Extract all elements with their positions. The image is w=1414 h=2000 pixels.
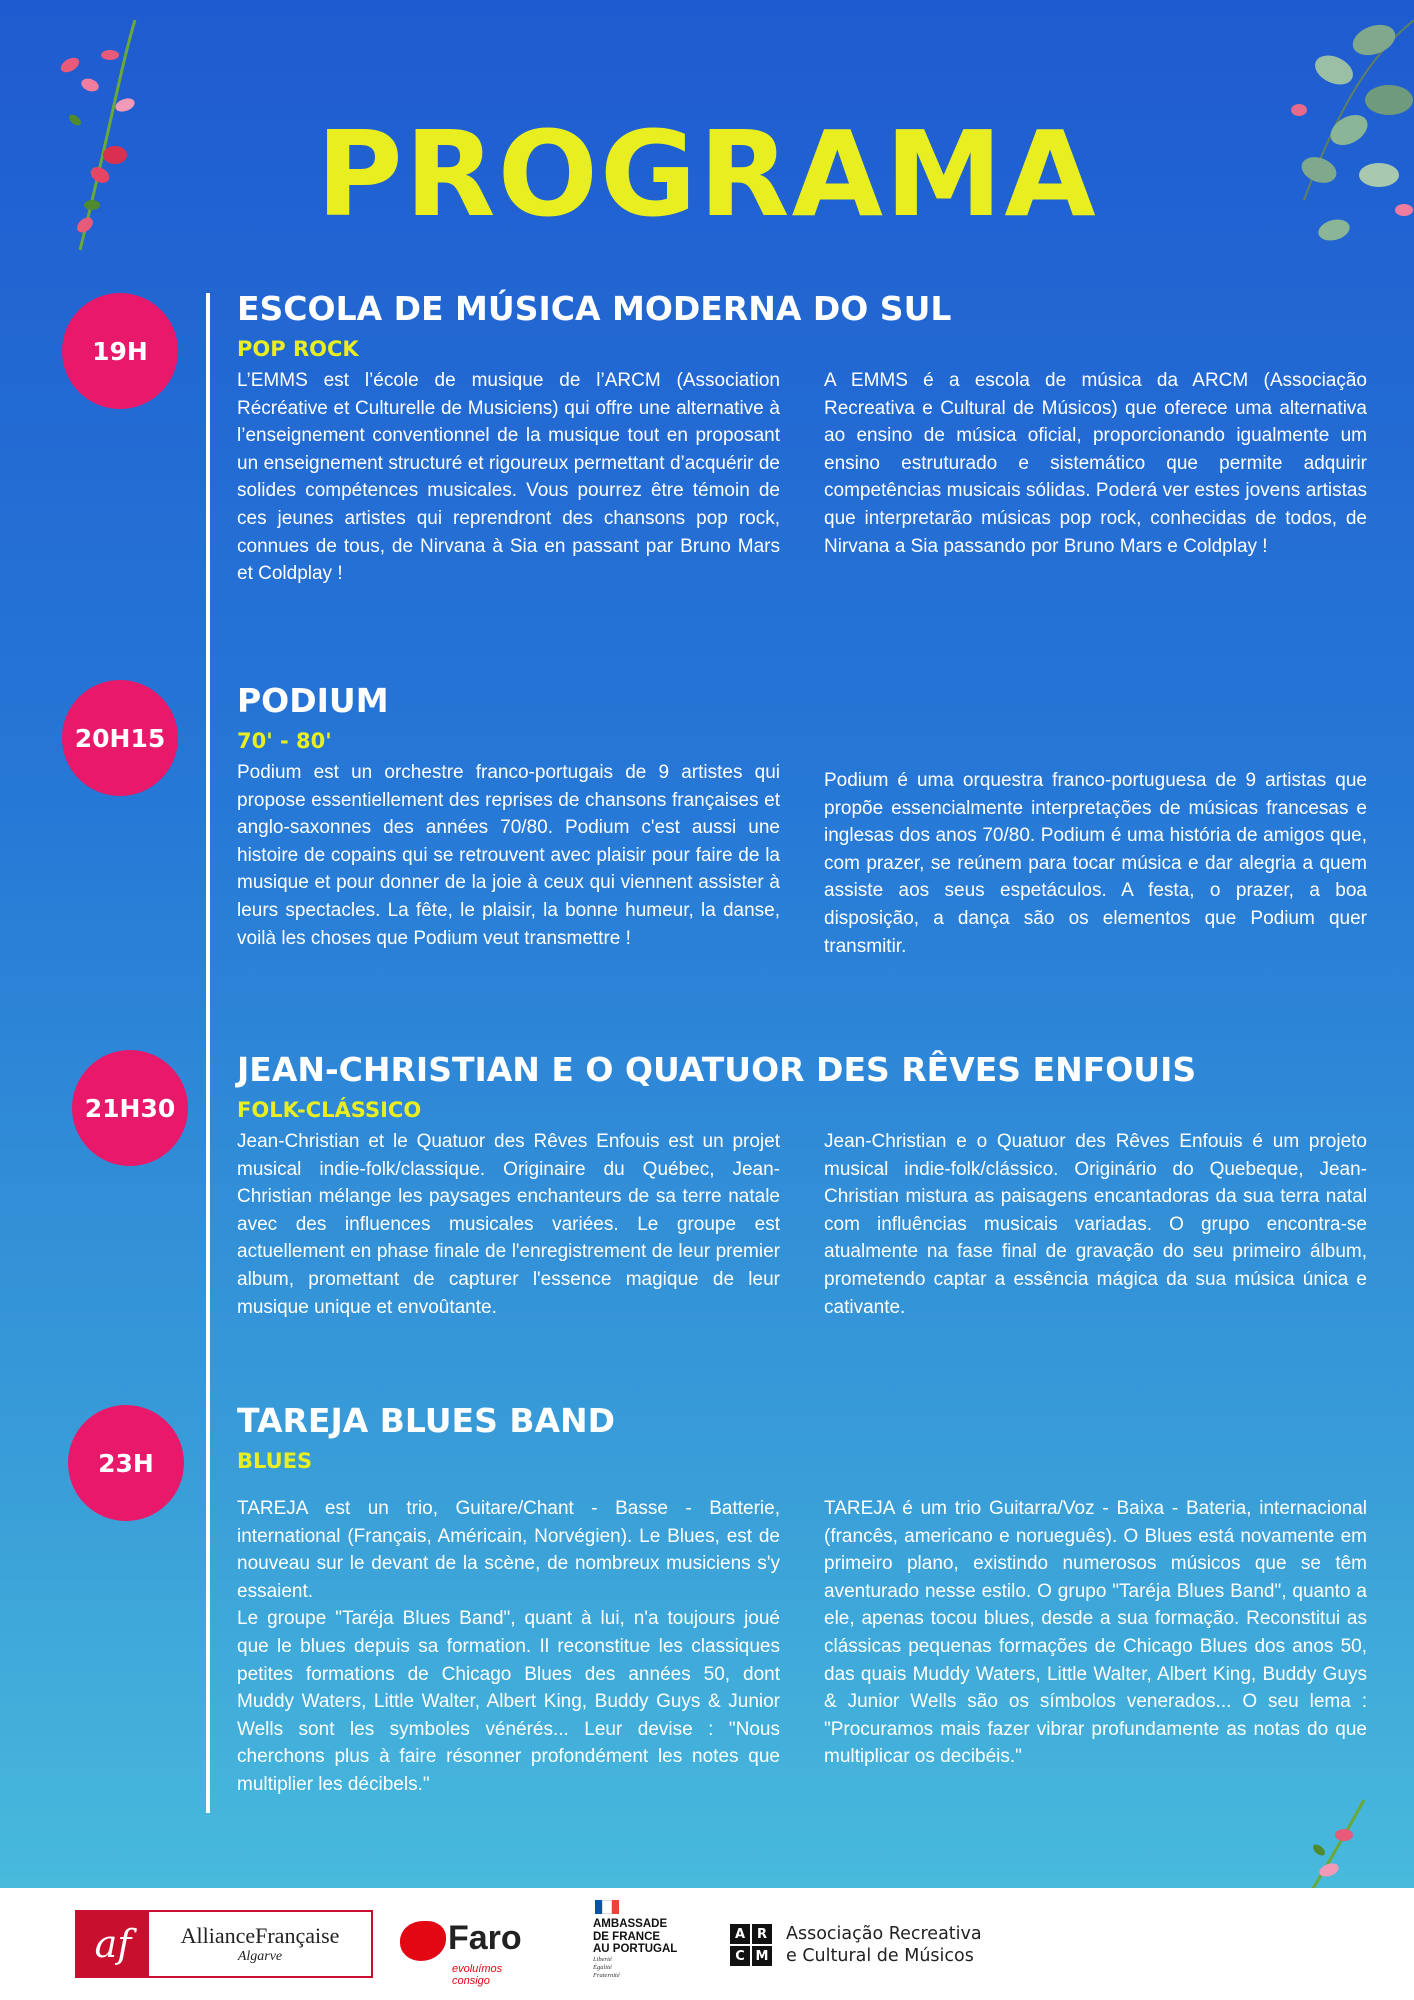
description-fr: L’EMMS est l’école de musique de l’ARCM (Association Récréative et Culturelle de Musiciens) qui offre une alternative à l’enseignement conventionnel de la musique tout en proposant un enseignement structuré et rigoureux permettant d’acquérir de solides compétences musicales. Vous pourrez être témoin de ces jeunes artistes qui reprendront des chansons pop rock, connues de tous, de Nirvana à Sia en passant par Bruno Mars et Coldplay !: [237, 370, 780, 585]
event-genre: FOLK-CLÁSSICO: [237, 1098, 422, 1122]
timeline-line: [206, 293, 210, 1813]
time-badge-23h: 23H: [68, 1405, 184, 1521]
ambassade-logo: AMBASSADE DE FRANCE AU PORTUGAL Liberté Égalité Fraternité: [593, 1900, 703, 1990]
alliance-name: AllianceFrançaise: [180, 1923, 340, 1948]
description-pt: Podium é uma orquestra franco-portuguesa de 9 artistas que propõe essencialmente interpretações de músicas francesas e inglesas dos anos 70/80. Podium é uma história de amigos que, com prazer, se reúnem para tocar música e dar alegria a quem assiste aos seus espetáculos. A festa, o prazer, a boa disposição, a dança são os elementos que Podium quer transmitir.: [824, 770, 1367, 957]
af-mark: af: [77, 1912, 149, 1976]
event-jean-christian: [237, 1048, 1367, 1321]
arcm-name-line1: Associação Recreativa: [786, 1924, 982, 1944]
event-podium: [237, 679, 1367, 960]
event-title: ESCOLA DE MÚSICA MODERNA DO SUL: [237, 289, 952, 328]
event-title: JEAN-CHRISTIAN E O QUATUOR DES RÊVES ENFOUIS: [237, 1050, 1197, 1089]
time-badge-20h15: 20H15: [62, 680, 178, 796]
arcm-logo: [730, 1920, 990, 1970]
faro-name: Faro: [448, 1919, 522, 1957]
description-pt: TAREJA é um trio Guitarra/Voz - Baixa - Bateria, internacional (francês, americano e norueguês). O Blues está novamente em primeiro plano, existindo numerosos músicos que se têm aventurado nesse estilo. O grupo "Taréja Blues Band", quanto a ele, apenas tocou blues, desde a sua formação. Reconstitui as clássicas pequenas formações de Chicago Blues dos anos 50, das quais Muddy Waters, Little Walter, Albert King, Buddy Guys & Junior Wells são os símbolos venerados... O seu lema : "Procuramos mais fazer vibrar profundamente as notas do que multiplicar os decibéis.": [824, 1498, 1367, 1768]
faro-heart-icon: [400, 1921, 446, 1961]
description-pt: A EMMS é a escola de música da ARCM (Associação Recreativa e Cultural de Músicos) que oferece uma alternativa ao ensino de música oficial, proporcionando igualmente um ensino estruturado e sistemático que permite adquirir competências musicais sólidas. Poderá ver estes jovens artistas que interpretarão músicas pop rock, conhecidas de todos, de Nirvana a Sia passando por Bruno Mars e Coldplay !: [824, 370, 1367, 557]
event-emms: [237, 287, 1367, 588]
event-title: PODIUM: [237, 681, 389, 720]
french-flag-icon: [595, 1900, 619, 1914]
faro-logo: [400, 1913, 540, 1987]
description-pt: Jean-Christian e o Quatuor des Rêves Enfouis é um projeto musical indie-folk/clássico. Originário do Quebeque, Jean-Christian mistura as paisagens encantadoras da sua terra natal com influências musicais variadas. O grupo encontra-se atualmente na fase final de gravação do seu primeiro álbum, prometendo captar a essência mágica da sua música única e cativante.: [824, 1131, 1367, 1318]
time-badge-19h: 19H: [62, 293, 178, 409]
arcm-mark: A R C M: [730, 1924, 772, 1966]
alliance-francaise-logo: [75, 1910, 373, 1978]
event-genre: POP ROCK: [237, 337, 359, 361]
event-tareja: [237, 1399, 1367, 1799]
alliance-sub: Algarve: [237, 1949, 283, 1964]
sponsor-footer: [0, 1888, 1414, 2000]
faro-tagline: evoluímos consigo: [452, 1963, 503, 1987]
time-badge-21h30: 21H30: [72, 1050, 188, 1166]
event-title: TAREJA BLUES BAND: [237, 1401, 616, 1440]
arcm-name-line2: e Cultural de Músicos: [786, 1946, 974, 1966]
event-genre: 70' - 80': [237, 729, 332, 753]
description-fr: Podium est un orchestre franco-portugais de 9 artistes qui propose essentiellement des reprises de chansons françaises et anglo-saxonnes des années 70/80. Podium c'est aussi une histoire de copains qui se retrouvent avec plaisir pour faire de la musique et pour donner de la joie à ceux qui viennent assister à leurs spectacles. La fête, le plaisir, la bonne humeur, la danse, voilà les choses que Podium veut transmettre !: [237, 762, 780, 949]
event-genre: BLUES: [237, 1449, 313, 1473]
description-fr: Jean-Christian et le Quatuor des Rêves Enfouis est un projet musical indie-folk/classique. Originaire du Québec, Jean-Christian mélange les paysages enchanteurs de sa terre natale avec des influences musicales variées. Le groupe est actuellement en phase finale de l'enregistrement de leur premier album, promettant de capturer l'essence magique de leur musique unique et envoûtante.: [237, 1131, 780, 1318]
page-title: PROGRAMA: [316, 105, 1098, 243]
description-fr: TAREJA est un trio, Guitare/Chant - Basse - Batterie, international (Français, Américain, Norvégien). Le Blues, est de nouveau sur le devant de la scène, de nombreux musiciens s'y essaient. Le groupe "Taréja Blues Band", quant à lui, n'a toujours joué que le blues depuis sa formation. Il reconstitue les classiques petites formations de Chicago Blues des années 50, dont Muddy Waters, Little Walter, Albert King, Buddy Guys & Junior Wells sont les symboles vénérés... Leur devise : "Nous cherchons plus à faire résonner profondément les notes que multiplier les décibels.": [237, 1498, 780, 1795]
